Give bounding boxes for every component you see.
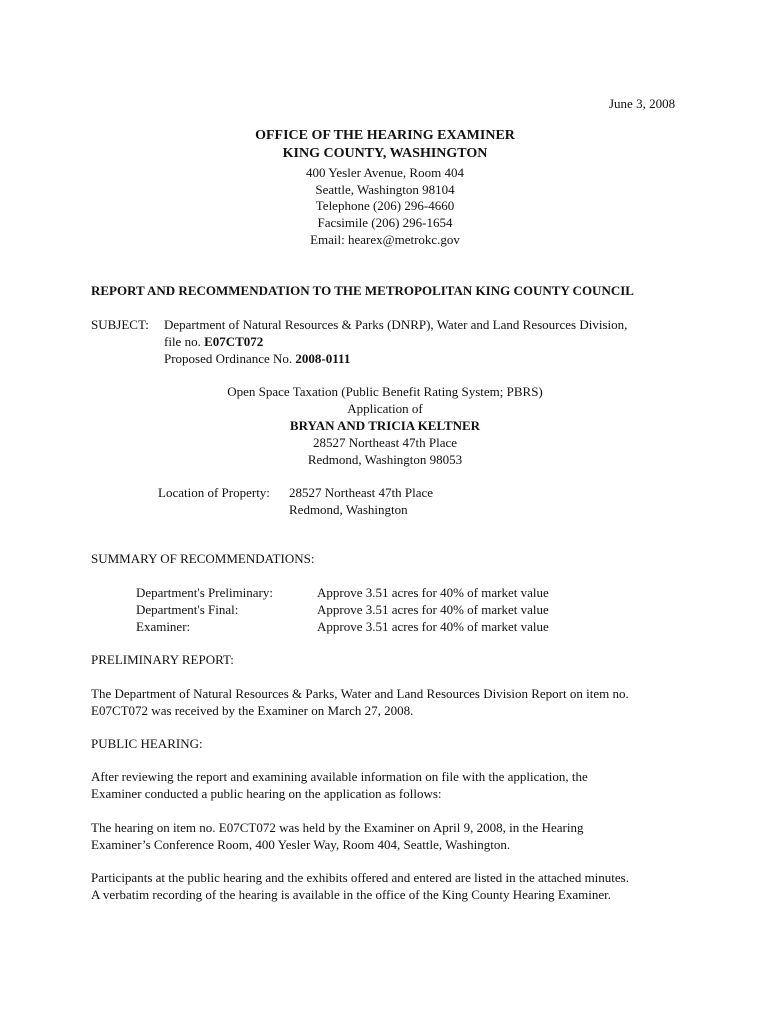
office-facsimile: Facsimile (206) 296-1654: [317, 215, 453, 230]
report-title: REPORT AND RECOMMENDATION TO THE METROPOLITAN KING COUNTY COUNCIL: [91, 283, 634, 298]
office-telephone: Telephone (206) 296-4660: [315, 198, 455, 213]
summary-row-label: Department's Preliminary:: [136, 585, 274, 600]
application-of: Application of: [347, 401, 423, 416]
summary-row-label: Examiner:: [136, 619, 191, 634]
hearing-paragraph-3-line-1: Participants at the public hearing and the exhibits offered and entered are listed in the attached minutes.: [91, 870, 629, 885]
office-email: Email: hearex@metrokc.gov: [310, 232, 460, 247]
preliminary-text-1: The Department of Natural Resources & Parks, Water and Land Resources Division Report on item no.: [91, 686, 629, 701]
summary-row-label: Department's Final:: [136, 602, 239, 617]
applicant-address-2: Redmond, Washington 98053: [307, 452, 463, 467]
subject-label: SUBJECT:: [91, 317, 149, 332]
file-prefix: file no.: [164, 334, 205, 349]
summary-row-value: Approve 3.51 acres for 40% of market value: [317, 619, 549, 634]
preliminary-text-2: E07CT072 was received by the Examiner on March 27, 2008.: [91, 703, 414, 718]
applicant-address-1: 28527 Northeast 47th Place: [312, 435, 458, 450]
office-city: Seattle, Washington 98104: [315, 182, 455, 197]
document-date: June 3, 2008: [609, 96, 676, 111]
preliminary-heading: PRELIMINARY REPORT:: [91, 652, 234, 667]
applicant-names: BRYAN AND TRICIA KELTNER: [289, 418, 481, 433]
application-program: Open Space Taxation (Public Benefit Rating System; PBRS): [227, 384, 543, 399]
summary-row-value: Approve 3.51 acres for 40% of market value: [317, 602, 549, 617]
file-number: E07CT072: [204, 334, 264, 349]
office-county: KING COUNTY, WASHINGTON: [282, 146, 488, 161]
subject-file: [164, 333, 263, 350]
ordinance-prefix: Proposed Ordinance No.: [164, 351, 296, 366]
ordinance-number: 2008-0111: [295, 351, 351, 366]
hearing-paragraph-1-line-2: Examiner conducted a public hearing on the application as follows:: [91, 786, 442, 801]
hearing-paragraph-2-line-1: The hearing on item no. E07CT072 was held by the Examiner on April 9, 2008, in the Hearing: [91, 820, 584, 835]
location-line-1: 28527 Northeast 47th Place: [289, 485, 434, 500]
location-label: Location of Property:: [158, 485, 270, 500]
summary-row-value: Approve 3.51 acres for 40% of market value: [317, 585, 549, 600]
subject-line: Department of Natural Resources & Parks (DNRP), Water and Land Resources Division,: [164, 317, 628, 332]
subject-ordinance: [164, 350, 350, 367]
summary-heading: SUMMARY OF RECOMMENDATIONS:: [91, 551, 315, 566]
office-address: 400 Yesler Avenue, Room 404: [306, 165, 464, 180]
public-hearing-heading: PUBLIC HEARING:: [91, 736, 203, 751]
location-line-2: Redmond, Washington: [289, 502, 408, 517]
hearing-paragraph-3-line-2: A verbatim recording of the hearing is available in the office of the King County Hearing Examiner.: [91, 887, 611, 902]
hearing-paragraph-2-line-2: Examiner’s Conference Room, 400 Yesler Way, Room 404, Seattle, Washington.: [91, 837, 511, 852]
hearing-paragraph-1-line-1: After reviewing the report and examining available information on file with the application, the: [91, 769, 588, 784]
office-name: OFFICE OF THE HEARING EXAMINER: [255, 128, 515, 143]
